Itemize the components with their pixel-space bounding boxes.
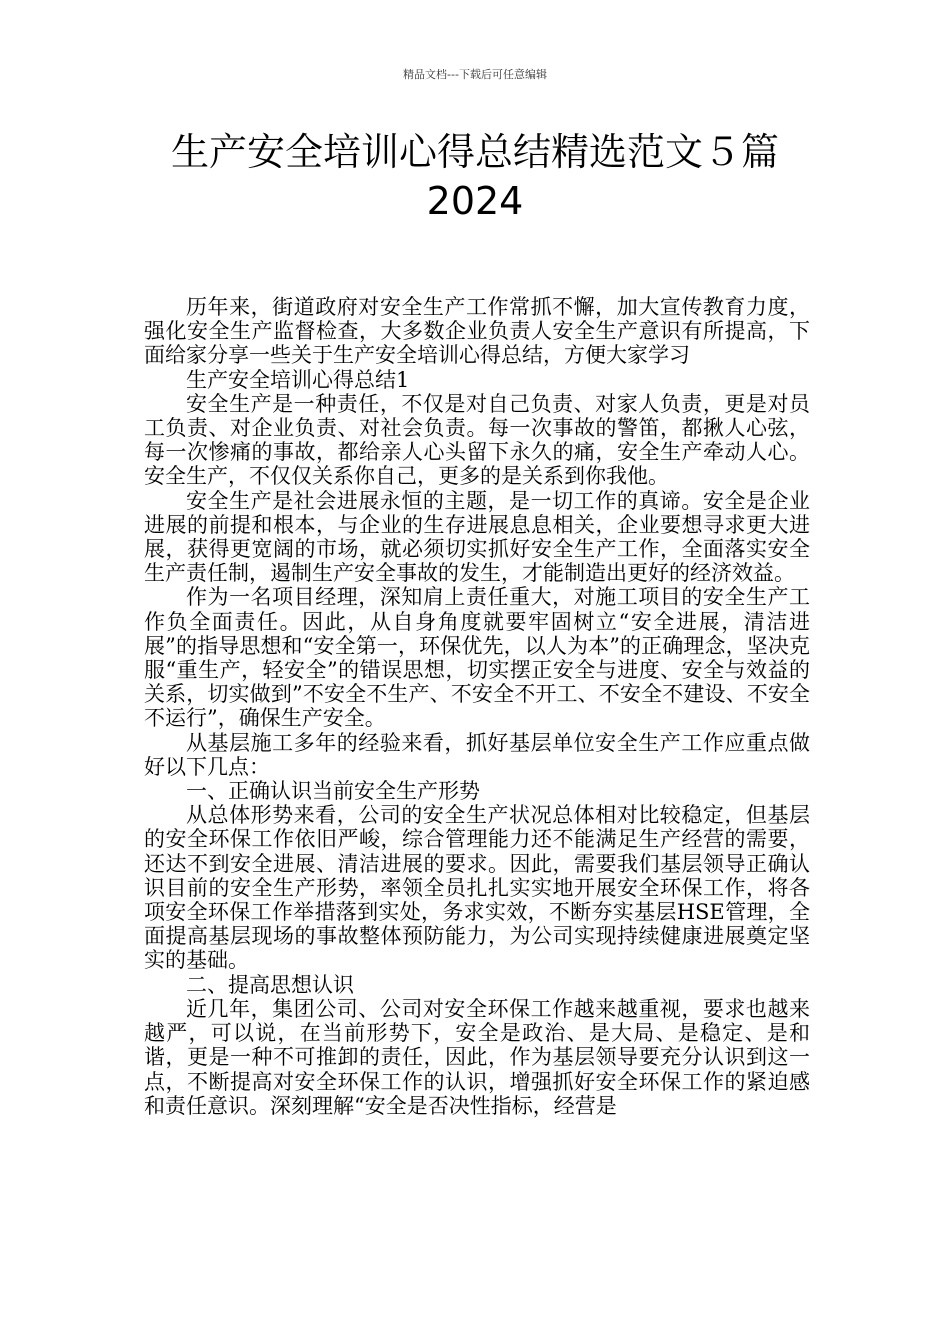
title-line-1: 生产安全培训心得总结精选范文５篇 bbox=[170, 130, 779, 174]
document-body bbox=[144, 295, 810, 1118]
subsection-heading: 二、提高思想认识 bbox=[186, 972, 354, 997]
paragraph: 近几年，集团公司、公司对安全环保工作越来越重视，要求也越来越严，可以说，在当前形势下，安全是政治、是大局、是稳定、是和谐，更是一种不可推卸的责任，因此，作为基层领导要充分认识到这一点，不断提高对安全环保工作的认识，增强抓好安全环保工作的紧迫感和责任意识。深刻理解“安全是否决性指标，经营是 bbox=[144, 996, 810, 1118]
paragraph: 从总体形势来看，公司的安全生产状况总体相对比较稳定，但基层的安全环保工作依旧严峻，综合管理能力还不能满足生产经营的需要，还达不到安全进展、清洁进展的要求。因此，需要我们基层领导正确认识目前的安全生产形势，率领全员扎扎实实地开展安全环保工作，将各项安全环保工作举措落到实处，务求实效，不断夯实基层HSE管理，全面提高基层现场的事故整体预防能力，为公司实现持续健康进展奠定坚实的基础。 bbox=[144, 803, 810, 973]
document-title bbox=[120, 128, 830, 226]
section-heading: 生产安全培训心得总结1 bbox=[186, 367, 410, 392]
paragraph: 安全生产是一种责任，不仅是对自己负责、对家人负责，更是对员工负责、对企业负责、对社会负责。每一次事故的警笛，都揪人心弦，每一次惨痛的事故，都给亲人心头留下永久的痛，安全生产牵动人心。安全生产，不仅仅关系你自己，更多的是关系到你我他。 bbox=[144, 391, 810, 489]
subsection-heading: 一、正确认识当前安全生产形势 bbox=[186, 779, 480, 804]
title-line-2: 2024 bbox=[426, 179, 524, 223]
paragraph-intro: 历年来，街道政府对安全生产工作常抓不懈，加大宣传教育力度，强化安全生产监督检查，大多数企业负责人安全生产意识有所提高，下面给家分享一些关于生产安全培训心得总结，方便大家学习 bbox=[144, 295, 810, 368]
paragraph: 从基层施工多年的经验来看，抓好基层单位安全生产工作应重点做好以下几点： bbox=[144, 730, 810, 779]
paragraph: 安全生产是社会进展永恒的主题，是一切工作的真谛。安全是企业进展的前提和根本，与企业的生存进展息息相关，企业要想寻求更大进展，获得更宽阔的市场，就必须切实抓好安全生产工作，全面落实安全生产责任制，遏制生产安全事故的发生，才能制造出更好的经济效益。 bbox=[144, 488, 810, 586]
page-header: 精品文档---下载后可任意编辑 bbox=[403, 68, 547, 81]
paragraph: 作为一名项目经理，深知肩上责任重大，对施工项目的安全生产工作负全面责任。因此，从自身角度就要牢固树立“安全进展，清洁进展”的指导思想和“安全第一，环保优先，以人为本”的正确理念，坚决克服“重生产，轻安全”的错误思想，切实摆正安全与进度、安全与效益的关系，切实做到”不安全不生产、不安全不开工、不安全不建设、不安全不运行”，确保生产安全。 bbox=[144, 585, 810, 731]
